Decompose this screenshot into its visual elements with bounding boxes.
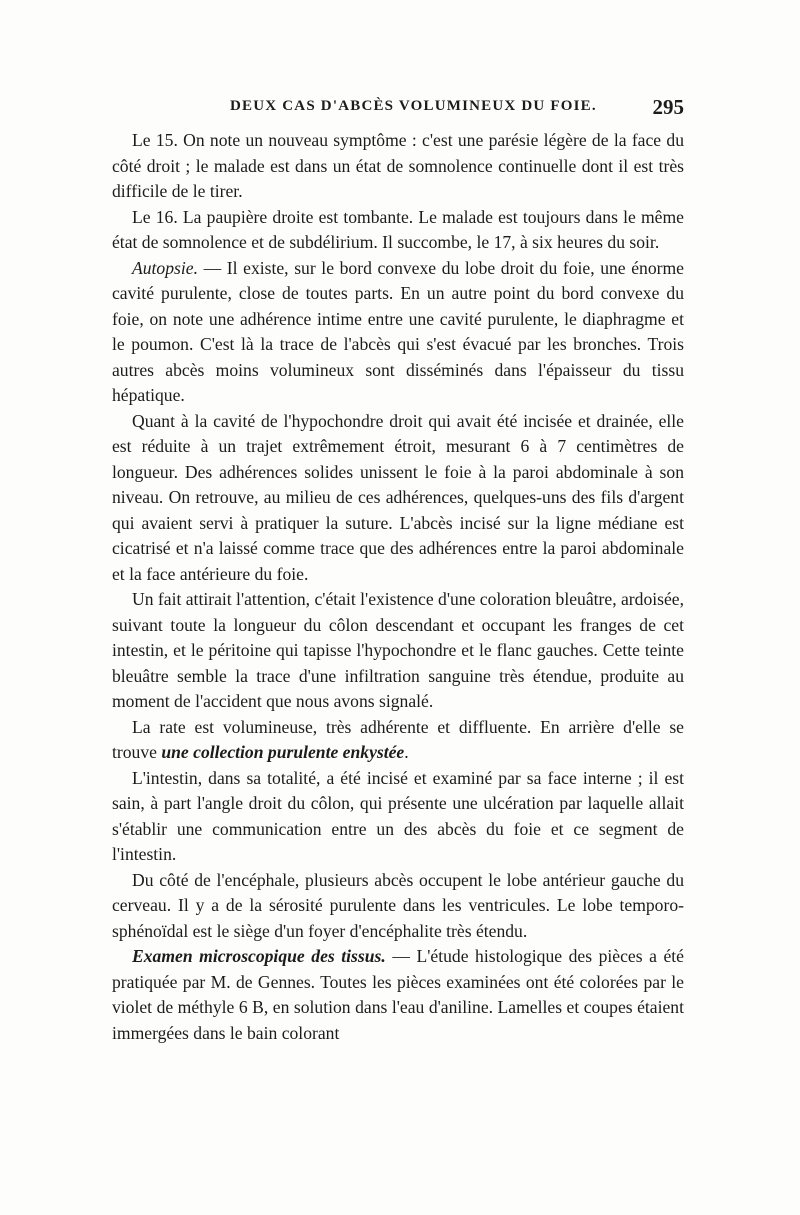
paragraph-text: La rate est volumineuse, très adhérente et diffluente. En arrière d'elle se trouve	[112, 716, 684, 762]
paragraph-end: .	[404, 742, 409, 762]
body-text	[112, 128, 684, 1046]
page-number: 295	[652, 95, 684, 119]
paragraph-text: Le 16. La paupière droite est tombante. Le malade est toujours dans le même état de somnolence et de subdélirium. Il succombe, le 17, à six heures du soir.	[112, 206, 684, 252]
paragraph-text: Du côté de l'encéphale, plusieurs abcès occupent le lobe antérieur gauche du cerveau. Il y a de la sérosité purulente dans les ventricules. Le lobe temporo-sphénoïdal est le siège d'un foyer d'encéphalite très étendu.	[112, 869, 684, 941]
paragraph-text: L'intestin, dans sa totalité, a été incisé et examiné par sa face interne ; il est sain, à part l'angle droit du côlon, qui présente une ulcération par laquelle allait s'établir une communication entre un des abcès du foie et ce segment de l'intestin.	[112, 767, 684, 864]
paragraph-hypochondre	[112, 409, 684, 588]
italic-phrase: une collection purulente enkystée	[161, 742, 405, 762]
paragraph-text: Un fait attirait l'attention, c'était l'existence d'une coloration bleuâtre, ardoisée, suivant toute la longueur du côlon descendant et occupant les franges de cet intestin, et le péritoine qui tapisse l'hypochondre et le flanc gauches. Cette teinte bleuâtre semble la trace d'une infiltration sanguine très étendue, produite au moment de l'accident que nous avons signalé.	[112, 589, 685, 711]
paragraph-encephale	[112, 868, 684, 945]
section-lead-examen: Examen microscopique des tissus.	[132, 946, 386, 966]
paragraph-coloration	[112, 587, 684, 715]
running-title: DEUX CAS D'ABCÈS VOLUMINEUX DU FOIE.	[230, 98, 597, 114]
paragraph-text: Quant à la cavité de l'hypochondre droit qui avait été incisée et drainée, elle est réduite à un trajet extrêmement étroit, mesurant 6 à 7 centimètres de longueur. Des adhérences solides unissent le foie à la paroi abdominale à son niveau. On retrouve, au milieu de ces adhérences, quelques-uns des fils d'argent qui avaient servi à pratiquer la suture. L'abcès incisé sur la ligne médiane est cicatrisé et n'a laissé comme trace que des adhérences entre la paroi abdominale et la face antérieure du foie.	[112, 410, 684, 584]
paragraph-le-16	[112, 205, 684, 256]
paragraph-le-15	[112, 128, 684, 205]
paragraph-text: — L'étude histologique des pièces a été pratiquée par M. de Gennes. Toutes les pièces examinées ont été colorées par le violet de méthyle 6 B, en solution dans l'eau d'aniline. Lamelles et coupes étaient immergées dans le bain colorant	[112, 946, 684, 1043]
running-head	[112, 95, 684, 124]
section-lead-autopsie: Autopsie.	[132, 257, 198, 278]
paragraph-rate	[112, 715, 684, 766]
paragraph-autopsie	[112, 256, 684, 409]
paragraph-text: Le 15. On note un nouveau symptôme : c'est une parésie légère de la face du côté droit ; le malade est dans un état de somnolence continuelle dont il est très difficile de le tirer.	[112, 130, 684, 201]
paragraph-text: — Il existe, sur le bord convexe du lobe droit du foie, une énorme cavité purulente, close de toutes parts. En un autre point du bord convexe du foie, on note une adhérence intime entre une cavité purulente, le diaphragme et le poumon. C'est là la trace de l'abcès qui s'est évacué par les bronches. Trois autres abcès moins volumineux sont disséminés dans l'épaisseur du tissu hépatique.	[112, 257, 684, 405]
paragraph-examen	[112, 944, 684, 1046]
paragraph-intestin	[112, 766, 684, 868]
